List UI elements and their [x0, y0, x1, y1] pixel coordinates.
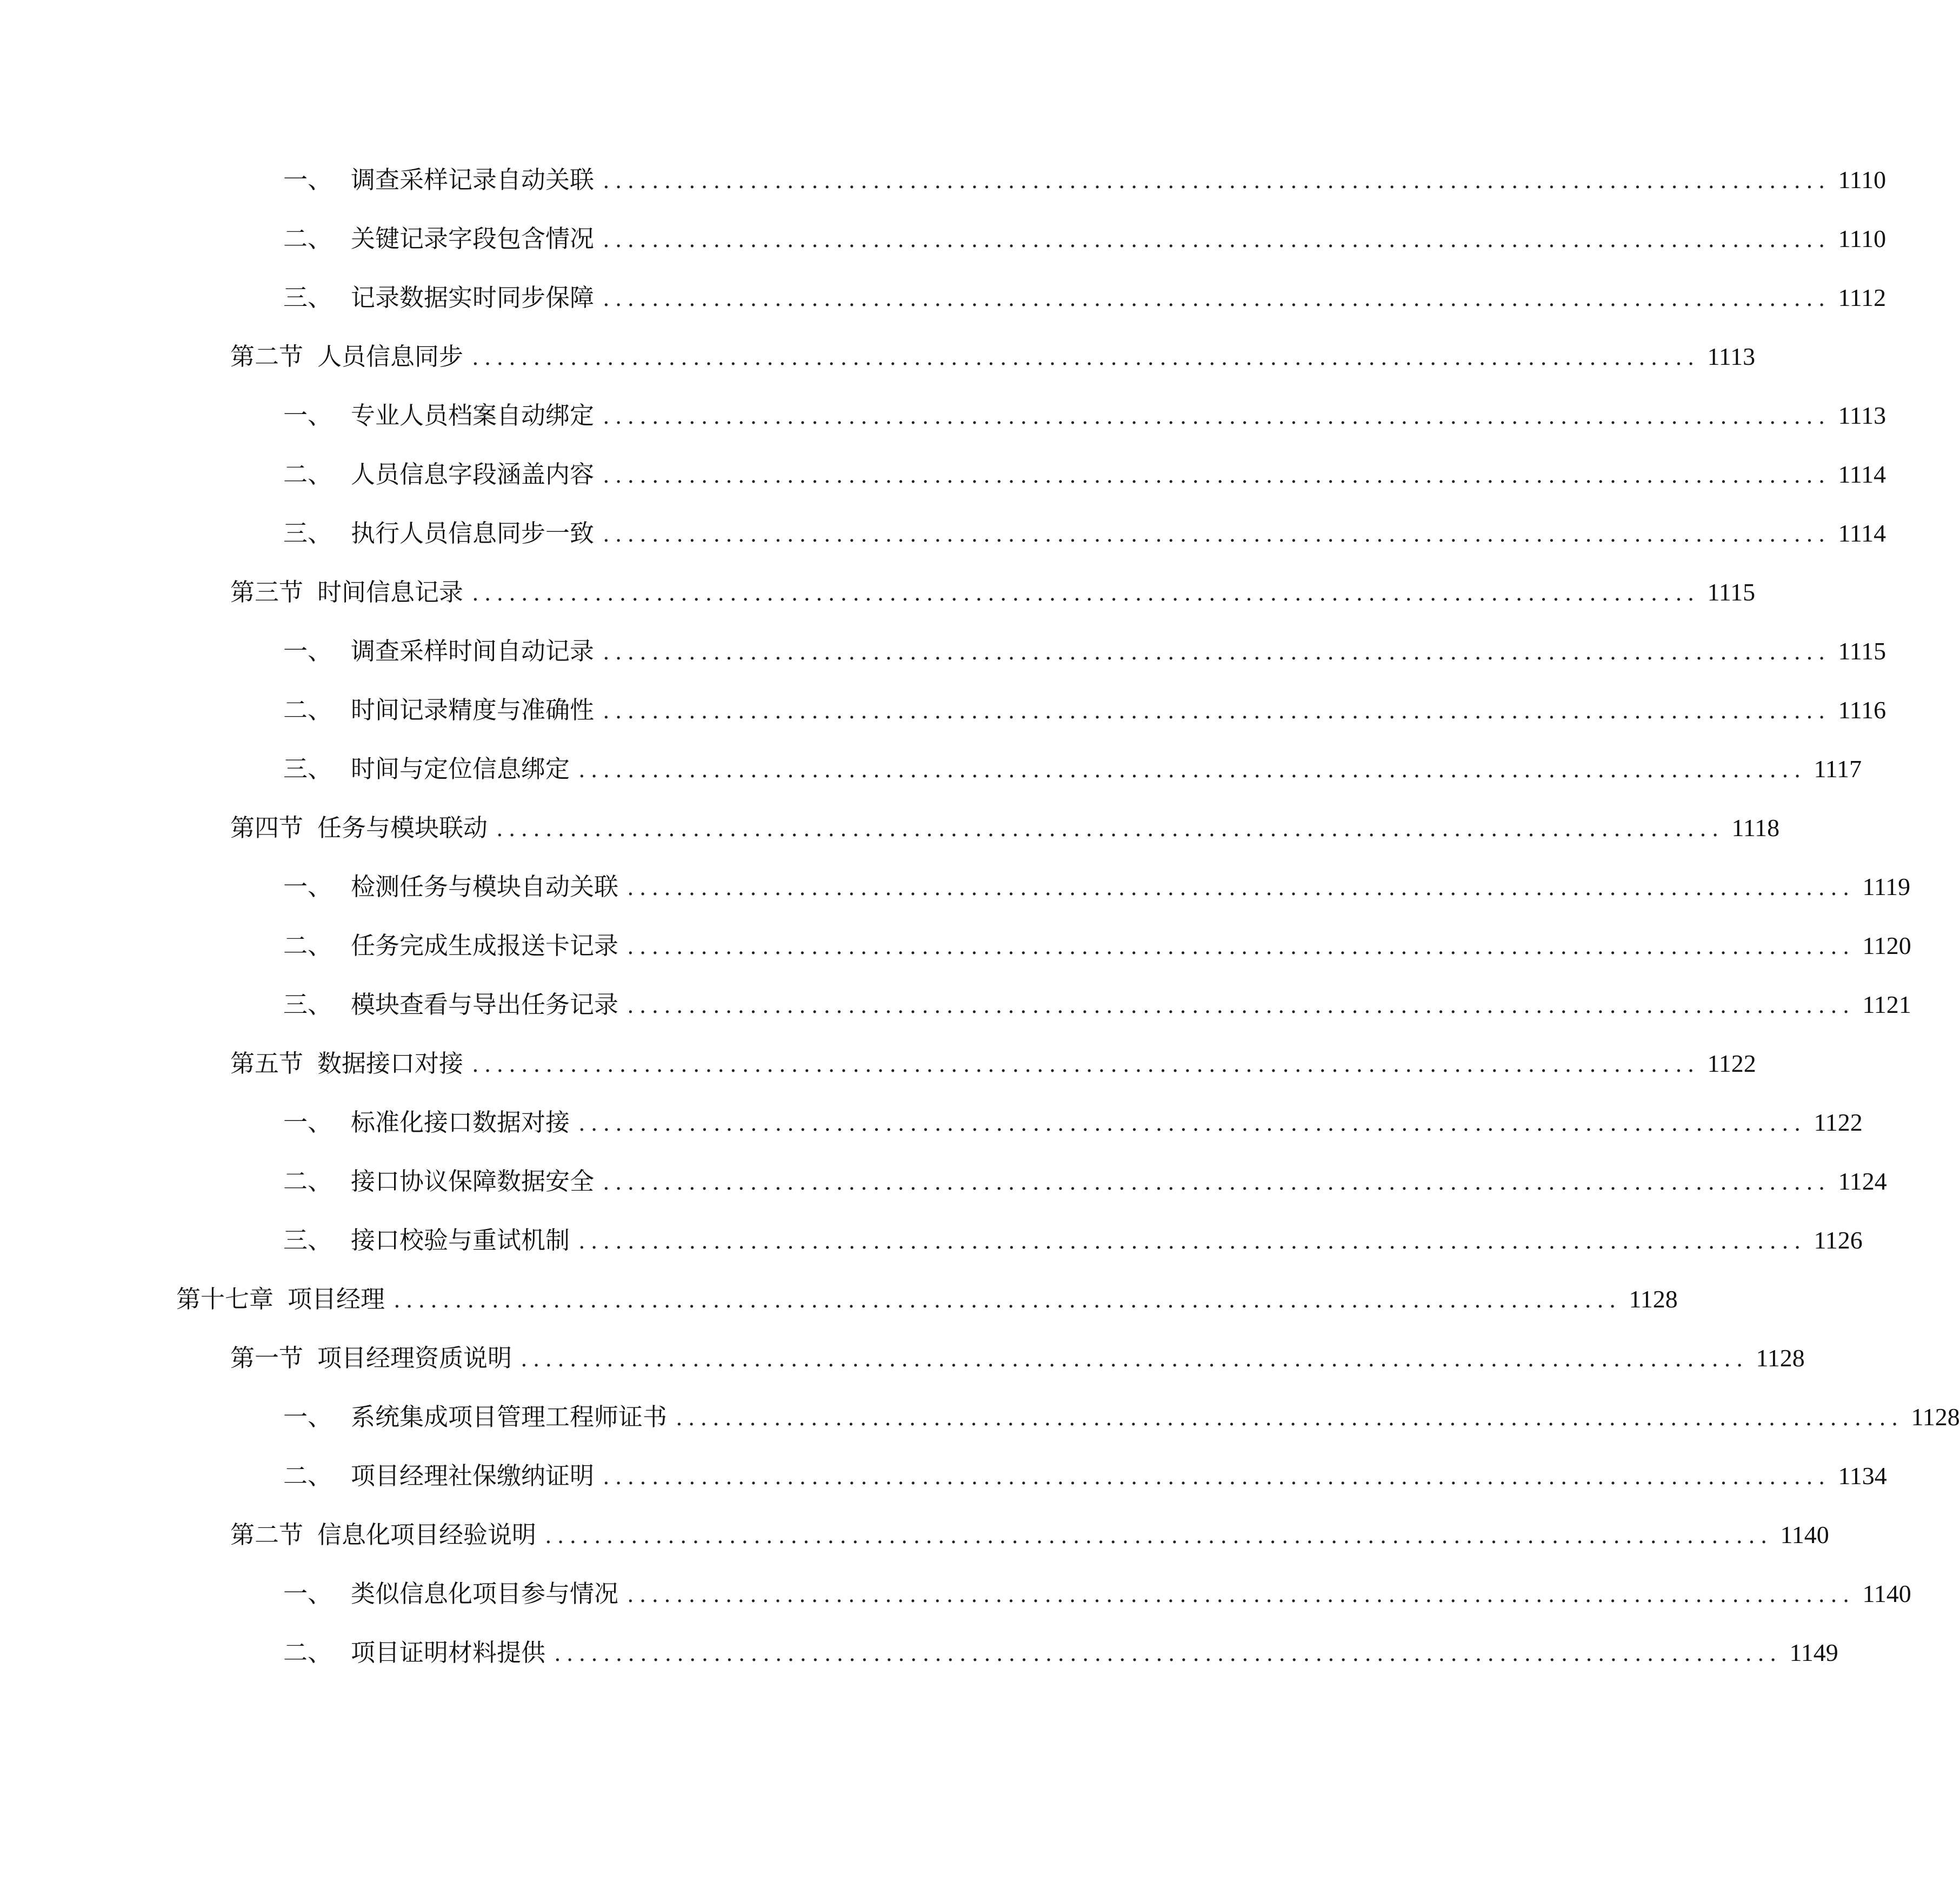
toc-entry-title: 系统集成项目管理工程师证书 — [351, 1403, 668, 1431]
toc-entry-number: 二、 — [283, 224, 332, 253]
toc-entry-number: 第三节 — [230, 578, 304, 606]
toc-entry-page: 1115 — [1838, 637, 1886, 665]
toc-entry-number: 一、 — [283, 872, 332, 901]
toc-entry-title: 调查采样记录自动关联 — [351, 165, 595, 194]
toc-dot-leader: .................................................................................................... — [603, 404, 1831, 429]
toc-entry-page: 1115 — [1707, 578, 1756, 606]
toc-entry-number: 二、 — [283, 696, 332, 724]
toc-entry-page: 1113 — [1838, 402, 1886, 429]
toc-entry[interactable] — [283, 161, 1886, 199]
toc-entry-number: 二、 — [283, 1638, 332, 1667]
toc-dot-leader: .................................................................................................... — [603, 1170, 1831, 1195]
toc-entry-number: 三、 — [283, 990, 332, 1019]
toc-entry-page: 1140 — [1862, 1580, 1911, 1607]
toc-entry-page: 1149 — [1789, 1639, 1838, 1666]
toc-entry[interactable] — [283, 927, 1911, 965]
toc-entry[interactable] — [283, 515, 1886, 552]
toc-entry-title: 人员信息字段涵盖内容 — [351, 460, 595, 489]
toc-entry-number: 第四节 — [230, 813, 304, 842]
toc-dot-leader: .................................................................................................... — [603, 522, 1831, 547]
toc-entry-number: 三、 — [283, 755, 332, 783]
toc-entry-title: 项目经理社保缴纳证明 — [351, 1461, 595, 1490]
toc-entry-title: 任务与模块联动 — [317, 813, 488, 842]
toc-entry-title: 接口协议保障数据安全 — [351, 1167, 595, 1196]
toc-entry[interactable] — [283, 986, 1911, 1024]
toc-dot-leader: .................................................................................................... — [627, 993, 1855, 1018]
toc-entry-title: 模块查看与导出任务记录 — [351, 990, 619, 1019]
toc-entry[interactable] — [283, 1575, 1911, 1613]
toc-entry[interactable] — [283, 279, 1886, 317]
toc-dot-leader: .................................................................................................... — [496, 817, 1724, 842]
toc-entry-title: 专业人员档案自动绑定 — [351, 401, 595, 430]
toc-entry[interactable] — [283, 632, 1886, 670]
toc-entry-page: 1114 — [1838, 460, 1886, 488]
toc-entry-page: 1124 — [1838, 1167, 1887, 1195]
toc-entry-title: 标准化接口数据对接 — [351, 1108, 570, 1137]
toc-dot-leader: .................................................................................................... — [578, 758, 1806, 783]
toc-entry-number: 第二节 — [230, 1520, 304, 1549]
toc-entry[interactable] — [283, 1457, 1887, 1495]
toc-entry-page: 1128 — [1756, 1344, 1805, 1372]
toc-dot-leader: .................................................................................................... — [472, 581, 1700, 606]
toc-entry-title: 项目经理资质说明 — [317, 1344, 512, 1372]
toc-entry-number: 三、 — [283, 519, 332, 548]
toc-entry-page: 1122 — [1707, 1050, 1756, 1077]
toc-entry[interactable] — [283, 456, 1886, 493]
toc-entry-number: 第二节 — [230, 342, 304, 371]
toc-entry-number: 一、 — [283, 165, 332, 194]
toc-entry-title: 信息化项目经验说明 — [317, 1520, 537, 1549]
toc-entry-page: 1110 — [1838, 225, 1886, 252]
toc-entry-number: 一、 — [283, 637, 332, 665]
toc-entry-title: 调查采样时间自动记录 — [351, 637, 595, 665]
toc-entry-number: 三、 — [283, 1226, 332, 1254]
toc-dot-leader: .................................................................................................... — [627, 1583, 1855, 1607]
toc-entry-title: 数据接口对接 — [317, 1049, 464, 1078]
toc-dot-leader: .................................................................................................... — [603, 169, 1831, 193]
toc-dot-leader: .................................................................................................... — [603, 228, 1831, 252]
toc-entry[interactable] — [283, 1104, 1863, 1141]
toc-dot-leader: .................................................................................................... — [554, 1641, 1782, 1666]
toc-dot-leader: .................................................................................................... — [472, 345, 1700, 370]
toc-dot-leader: .................................................................................................... — [627, 876, 1855, 900]
toc-entry-page: 1140 — [1780, 1521, 1829, 1548]
toc-entry[interactable] — [283, 691, 1886, 729]
toc-entry[interactable] — [283, 220, 1886, 258]
toc-entry-title: 时间记录精度与准确性 — [351, 696, 595, 724]
toc-entry-page: 1112 — [1838, 284, 1886, 311]
toc-entry-page: 1122 — [1814, 1109, 1863, 1136]
toc-entry-page: 1121 — [1862, 991, 1911, 1018]
toc-entry[interactable] — [176, 1280, 1678, 1318]
toc-dot-leader: .................................................................................................... — [627, 934, 1855, 959]
toc-dot-leader: .................................................................................................... — [603, 286, 1831, 311]
toc-entry-number: 一、 — [283, 1403, 332, 1431]
toc-entry-page: 1118 — [1731, 814, 1780, 842]
toc-entry-number: 一、 — [283, 1108, 332, 1137]
toc-entry[interactable] — [283, 1634, 1838, 1672]
toc-entry-page: 1113 — [1707, 343, 1756, 370]
toc-entry[interactable] — [283, 397, 1886, 435]
toc-entry[interactable] — [283, 750, 1862, 788]
toc-entry-number: 二、 — [283, 460, 332, 489]
toc-entry-title: 关键记录字段包含情况 — [351, 224, 595, 253]
toc-dot-leader: .................................................................................................... — [545, 1524, 1773, 1548]
toc-entry[interactable] — [230, 573, 1756, 611]
toc-entry-title: 任务完成生成报送卡记录 — [351, 931, 619, 960]
toc-entry-page: 1128 — [1629, 1285, 1678, 1313]
toc-entry[interactable] — [283, 1163, 1887, 1200]
toc-entry-number: 二、 — [283, 931, 332, 960]
toc-entry-page: 1116 — [1838, 696, 1886, 724]
toc-dot-leader: .................................................................................................... — [521, 1347, 1749, 1372]
toc-entry-title: 人员信息同步 — [317, 342, 464, 371]
toc-entry[interactable] — [230, 1045, 1756, 1083]
toc-entry[interactable] — [230, 809, 1780, 847]
toc-entry-page: 1134 — [1838, 1462, 1887, 1490]
toc-dot-leader: .................................................................................................... — [603, 1465, 1831, 1490]
toc-entry-page: 1119 — [1862, 873, 1911, 900]
toc-entry-number: 二、 — [283, 1167, 332, 1196]
toc-entry-title: 接口校验与重试机制 — [351, 1226, 570, 1254]
toc-dot-leader: .................................................................................................... — [603, 640, 1831, 665]
toc-entry[interactable] — [230, 338, 1756, 376]
toc-entry-number: 第十七章 — [176, 1285, 274, 1313]
toc-entry-page: 1117 — [1814, 755, 1862, 783]
toc-entry[interactable] — [283, 1221, 1863, 1259]
toc-entry-number: 二、 — [283, 1461, 332, 1490]
toc-entry-title: 类似信息化项目参与情况 — [351, 1579, 619, 1608]
toc-entry-page: 1110 — [1838, 166, 1886, 193]
toc-entry-number: 一、 — [283, 1579, 332, 1608]
toc-entry-title: 记录数据实时同步保障 — [351, 283, 595, 312]
toc-entry-number: 一、 — [283, 401, 332, 430]
toc-entry[interactable] — [230, 1339, 1805, 1377]
toc-entry-title: 时间与定位信息绑定 — [351, 755, 570, 783]
toc-dot-leader: .................................................................................................... — [578, 1111, 1806, 1136]
toc-entry-title: 项目证明材料提供 — [351, 1638, 546, 1667]
toc-dot-leader: .................................................................................................... — [394, 1288, 1622, 1313]
toc-entry-title: 时间信息记录 — [317, 578, 464, 606]
toc-entry[interactable] — [283, 868, 1911, 906]
toc-entry-title: 检测任务与模块自动关联 — [351, 872, 619, 901]
toc-dot-leader: .................................................................................................... — [472, 1052, 1700, 1077]
toc-dot-leader: .................................................................................................... — [578, 1229, 1806, 1254]
toc-entry-page: 1120 — [1862, 932, 1911, 959]
toc-entry-page: 1126 — [1814, 1226, 1863, 1254]
toc-entry-title: 执行人员信息同步一致 — [351, 519, 595, 548]
toc-entry-page: 1114 — [1838, 519, 1886, 547]
toc-entry[interactable] — [283, 1398, 1960, 1436]
toc-entry[interactable] — [230, 1516, 1829, 1554]
toc-entry-number: 三、 — [283, 283, 332, 312]
toc-dot-leader: .................................................................................................... — [603, 699, 1831, 724]
toc-entry-title: 项目经理 — [288, 1285, 385, 1313]
toc-entry-number: 第五节 — [230, 1049, 304, 1078]
toc-entry-page: 1128 — [1911, 1403, 1960, 1431]
toc-dot-leader: .................................................................................................... — [676, 1406, 1904, 1431]
toc-entry-number: 第一节 — [230, 1344, 304, 1372]
toc-dot-leader: .................................................................................................... — [603, 463, 1831, 488]
